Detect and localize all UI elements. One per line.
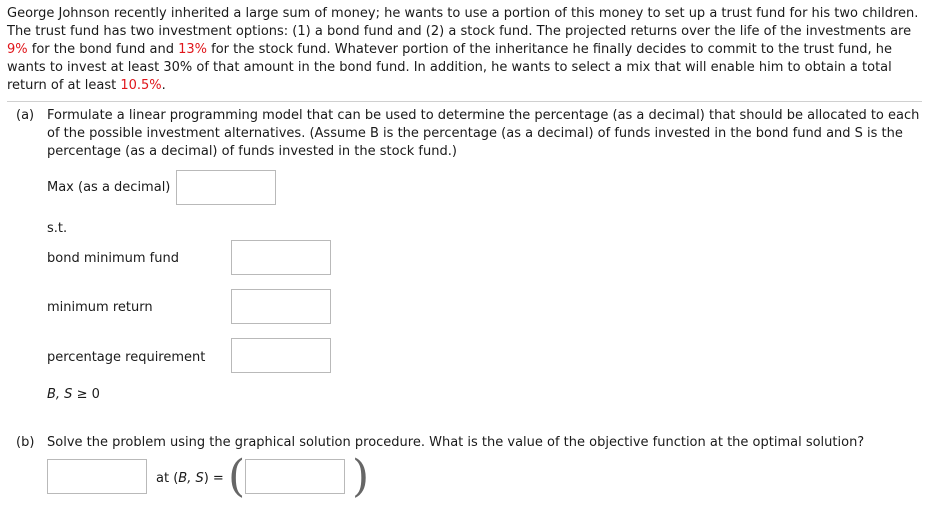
optimal-point-label [156,470,224,488]
at-vars: B, S [178,471,204,486]
optimal-value-input[interactable] [47,459,147,494]
nonnegativity-constraint [47,386,100,404]
part-b-text: Solve the problem using the graphical solution procedure. What is the value of the objective function at the optimal solution? [47,435,865,450]
part-b-label: (b) [16,435,35,450]
at-prefix: at ( [156,471,179,486]
problem-statement [7,5,922,102]
nonneg-relation: ≥ 0 [72,387,100,402]
subject-to-label: s.t. [47,221,68,236]
stock-return-value: 13% [178,42,207,57]
close-paren: ) [352,451,370,502]
intro-text-1: George Johnson recently inherited a large sum of money; he wants to use a portion of this money to set up a trust fund for his two children. The trust fund has two investment options: (1) a bond fund and (2) a stock fund. The projected returns over the life of the investments are [7,6,919,39]
intro-text-2: for the bond fund and [27,42,179,57]
part-a-label: (a) [16,108,35,123]
percentage-requirement-label: percentage requirement [47,350,206,365]
nonneg-vars: B, S [47,387,73,402]
part-a-text: Formulate a linear programming model that can be used to determine the percentage (as a decimal) that should be allocated to each of the possible investment alternatives. (Assume B is the percentage (as a decimal) of funds invested in the bond fund and S is the percentage (as a decimal) of funds invested in the stock fund.) [47,108,920,159]
part-b-question [16,434,921,452]
objective-label: Max (as a decimal) [47,180,171,195]
minimum-return-input[interactable] [231,289,331,324]
intro-text-3: for the stock fund. Whatever portion of the inheritance he finally decides to commit to the trust fund, he wants to invest at least 30% of that amount in the bond fund. In addition, he wants to select a mix that will enable him to obtain a total return of at least [7,42,893,93]
bond-minimum-label: bond minimum fund [47,251,179,266]
part-a-question [16,107,921,161]
percentage-requirement-input[interactable] [231,338,331,373]
bond-return-value: 9% [7,42,28,57]
objective-input[interactable] [176,170,276,205]
at-suffix: ) = [203,471,224,486]
open-paren: ( [228,451,246,502]
bond-minimum-input[interactable] [231,240,331,275]
optimal-point-input[interactable] [245,459,345,494]
intro-text-4: . [161,78,166,93]
minimum-return-label: minimum return [47,300,153,315]
target-return-value: 10.5% [120,78,162,93]
